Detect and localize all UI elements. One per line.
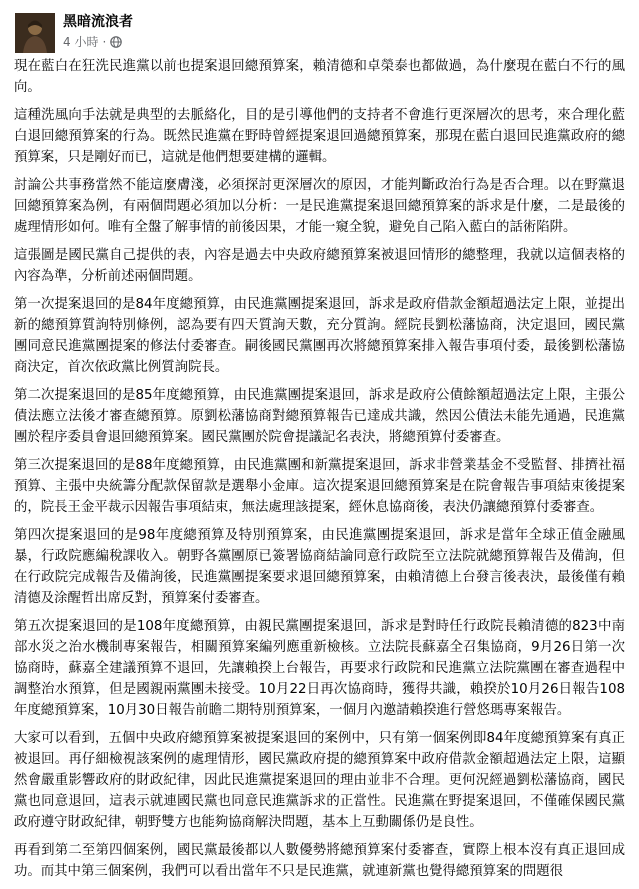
post-paragraph: 大家可以看到，五個中央政府總預算案被提案退回的案例中，只有第一個案例即84年度總預算案有真正被退回。再仔細檢視該案例的處理情形，國民黨政府提的總預算案中政府借款金額超過法定上限，這顯然會嚴重影響政府的財政紀律，因此民進黨提案退回的理由並非不合理。更何況經過劉松藩協商，國民黨也同意退回，這表示就連國民黨也同意民進黨訴求的正當性。民進黨在野提案退回，不僅確保國民黨政府遵守財政紀律，朝野雙方也能夠協商解決問題，基本上互動關係仍是良性。 <box>14 731 625 830</box>
post-meta <box>63 34 122 50</box>
author-name[interactable]: 黑暗流浪者 <box>63 14 133 30</box>
post-paragraph: 討論公共事務當然不能這麼膚淺，必須探討更深層次的原因，才能判斷政治行為是否合理。以在野黨退回總預算案為例，有兩個問題必須加以分析：一是民進黨提案退回總預算案的訴求是什麼，二是最後的處理情形如何。唯有全盤了解事情的前後因果，才能一窺全貌，避免自己陷入藍白的話術陷阱。 <box>14 178 625 235</box>
avatar-image <box>15 13 55 53</box>
post-paragraph: 第四次提案退回的是98年度總預算及特別預算案，由民進黨團提案退回，訴求是當年全球正值金融風暴，行政院應編稅課收入。朝野各黨團原已簽署協商結論同意行政院至立法院就總預算報告及備詢，但在行政院完成報告及備詢後，民進黨團提案要求退回總預算案，由賴清德上台發言後表決，最後僅有賴清德及涂醒哲出席反對，預算案付委審查。 <box>14 528 625 606</box>
post-paragraph: 這種洗風向手法就是典型的去脈絡化，目的是引導他們的支持者不會進行更深層次的思考，來合理化藍白退回總預算案的行為。既然民進黨在野時曾經提案退回過總預算案，那現在藍白退回民進黨政府的總預算案，只是剛好而已，這就是他們想要建構的邏輯。 <box>14 108 625 165</box>
post-paragraph: 現在藍白在狂洗民進黨以前也提案退回總預算案，賴清德和卓榮泰也都做過，為什麼現在藍白不行的風向。 <box>14 59 625 95</box>
post-paragraph: 第二次提案退回的是85年度總預算，由民進黨團提案退回，訴求是政府公債餘額超過法定上限，主張公債法應立法後才審查總預算。原劉松藩協商對總預算報告已達成共識，然因公債法未能先通過，民進黨團於程序委員會退回總預算案。國民黨團於院會提議記名表決，將總預算付委審查。 <box>14 388 625 445</box>
globe-icon <box>110 36 122 48</box>
author-avatar[interactable] <box>15 13 55 53</box>
post-timestamp[interactable]: 4 小時 <box>63 35 99 49</box>
post-paragraph: 再看到第二至第四個案例，國民黨最後都以人數優勢將總預算案付委審查，實際上根本沒有真正退回成功。而其中第三個案例，我們可以看出當年不只是民進黨，就連新黨也覺得總預算案的問題很 <box>14 843 625 879</box>
post-body <box>14 56 625 889</box>
post-paragraph: 第五次提案退回的是108年度總預算，由親民黨團提案退回，訴求是對時任行政院長賴清德的823中南部水災之治水機制專案報告，相關預算案編列應重新檢核。立法院長蘇嘉全召集協商，9月26日第一次協商時，蘇嘉全建議預算不退回，先讓賴揆上台報告，再要求行政院和民進黨立法院黨團在審查過程中調整治水預算，但是國親兩黨團未接受。10月22日再次協商時，獲得共識，賴揆於10月26日報告108年度總預算案，10月30日報告前瞻二期特別預算案，一個月內邀請賴揆進行營悠瑪專案報告。 <box>14 619 625 718</box>
post-header <box>0 0 639 58</box>
post-paragraph: 第三次提案退回的是88年度總預算，由民進黨團和新黨提案退回，訴求非營業基金不受監督、排擠社福預算、主張中央統籌分配款保留款是選舉小金庫。這次提案退回總預算案是在院會報告事項結束後提案的，院長王金平裁示因報告事項結束，無法處理該提案，經休息協商後，表決仍讓總預算付委審查。 <box>14 458 625 515</box>
post-paragraph: 這張圖是國民黨自己提供的表，內容是過去中央政府總預算案被退回情形的總整理，我就以這個表格的內容為準，分析前述兩個問題。 <box>14 248 625 284</box>
meta-separator: · <box>102 35 107 49</box>
post-paragraph: 第一次提案退回的是84年度總預算，由民進黨團提案退回，訴求是政府借款金額超過法定上限，並提出新的總預算質詢特別條例，認為要有四天質詢天數，充分質詢。經院長劉松藩協商，決定退回，國民黨團同意民進黨團提案的修法付委審查。嗣後國民黨團再次將總預算案排入報告事項付委，最後劉松藩協商決定，首次依政黨比例質詢院長。 <box>14 297 625 375</box>
